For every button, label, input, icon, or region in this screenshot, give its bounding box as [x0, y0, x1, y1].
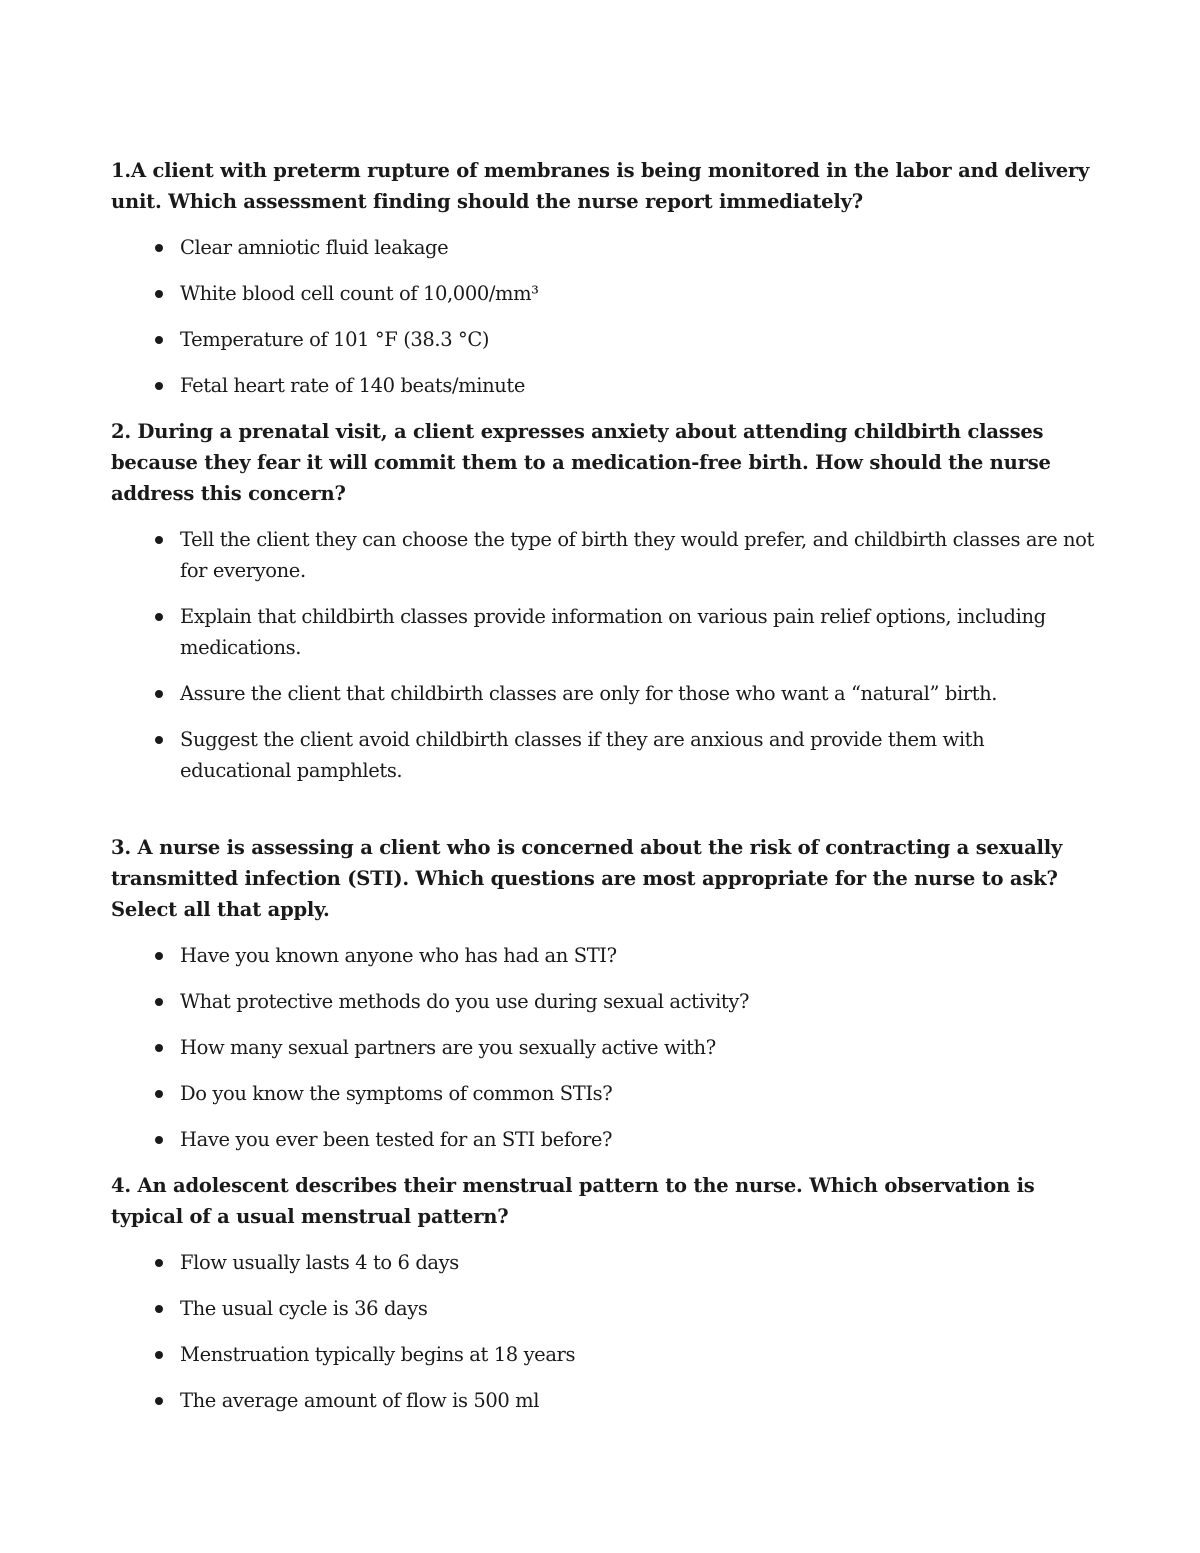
- option-text: Have you known anyone who has had an STI?: [180, 944, 617, 967]
- option-item: [111, 524, 1096, 586]
- question-1-options: [111, 232, 1096, 401]
- option-item: [111, 324, 1096, 355]
- option-text: The average amount of flow is 500 ml: [180, 1389, 540, 1412]
- option-text: Tell the client they can choose the type of birth they would prefer, and childbirth classes are not for everyone.: [180, 528, 1094, 582]
- question-3-options: [111, 940, 1096, 1155]
- option-text: Suggest the client avoid childbirth classes if they are anxious and provide them with educational pamphlets.: [180, 728, 985, 782]
- option-item: [111, 724, 1096, 786]
- bullet-icon: [155, 736, 163, 744]
- bullet-icon: [155, 1136, 163, 1144]
- option-item: [111, 1247, 1096, 1278]
- option-item: [111, 678, 1096, 709]
- question-2-text: 2. During a prenatal visit, a client expresses anxiety about attending childbirth classes because they fear it will commit them to a medication-free birth. How should the nurse address this concern?: [111, 420, 1051, 505]
- bullet-icon: [155, 336, 163, 344]
- option-text: The usual cycle is 36 days: [180, 1297, 428, 1320]
- option-text: White blood cell count of 10,000/mm³: [180, 282, 539, 305]
- option-item: [111, 1124, 1096, 1155]
- bullet-icon: [155, 613, 163, 621]
- bullet-icon: [155, 1259, 163, 1267]
- option-item: [111, 370, 1096, 401]
- option-text: Assure the client that childbirth classes are only for those who want a “natural” birth.: [180, 682, 998, 705]
- option-item: [111, 232, 1096, 263]
- question-1-text: 1.A client with preterm rupture of membranes is being monitored in the labor and delivery unit. Which assessment finding should the nurse report immediately?: [111, 159, 1090, 213]
- option-item: [111, 601, 1096, 663]
- question-3-text: 3. A nurse is assessing a client who is concerned about the risk of contracting a sexually transmitted infection (STI). Which questions are most appropriate for the nurse to ask? Select all that apply.: [111, 836, 1063, 921]
- option-item: [111, 1032, 1096, 1063]
- option-text: Menstruation typically begins at 18 years: [180, 1343, 576, 1366]
- option-text: Flow usually lasts 4 to 6 days: [180, 1251, 459, 1274]
- option-text: Have you ever been tested for an STI before?: [180, 1128, 613, 1151]
- option-item: [111, 278, 1096, 309]
- option-item: [111, 1078, 1096, 1109]
- option-item: [111, 986, 1096, 1017]
- option-text: What protective methods do you use during sexual activity?: [180, 990, 750, 1013]
- option-text: Temperature of 101 °F (38.3 °C): [180, 328, 490, 351]
- option-item: [111, 940, 1096, 971]
- bullet-icon: [155, 1090, 163, 1098]
- bullet-icon: [155, 244, 163, 252]
- option-text: Explain that childbirth classes provide information on various pain relief options, including medications.: [180, 605, 1046, 659]
- option-text: Fetal heart rate of 140 beats/minute: [180, 374, 525, 397]
- bullet-icon: [155, 290, 163, 298]
- option-text: Do you know the symptoms of common STIs?: [180, 1082, 613, 1105]
- bullet-icon: [155, 1044, 163, 1052]
- option-text: How many sexual partners are you sexually active with?: [180, 1036, 716, 1059]
- bullet-icon: [155, 1397, 163, 1405]
- bullet-icon: [155, 1351, 163, 1359]
- bullet-icon: [155, 952, 163, 960]
- document-page: [111, 155, 1096, 1416]
- bullet-icon: [155, 382, 163, 390]
- option-item: [111, 1293, 1096, 1324]
- option-text: Clear amniotic fluid leakage: [180, 236, 449, 259]
- question-4-text: 4. An adolescent describes their menstrual pattern to the nurse. Which observation is typical of a usual menstrual pattern?: [111, 1174, 1035, 1228]
- bullet-icon: [155, 998, 163, 1006]
- bullet-icon: [155, 690, 163, 698]
- question-4-options: [111, 1247, 1096, 1416]
- bullet-icon: [155, 536, 163, 544]
- option-item: [111, 1339, 1096, 1370]
- question-2-options: [111, 524, 1096, 786]
- bullet-icon: [155, 1305, 163, 1313]
- option-item: [111, 1385, 1096, 1416]
